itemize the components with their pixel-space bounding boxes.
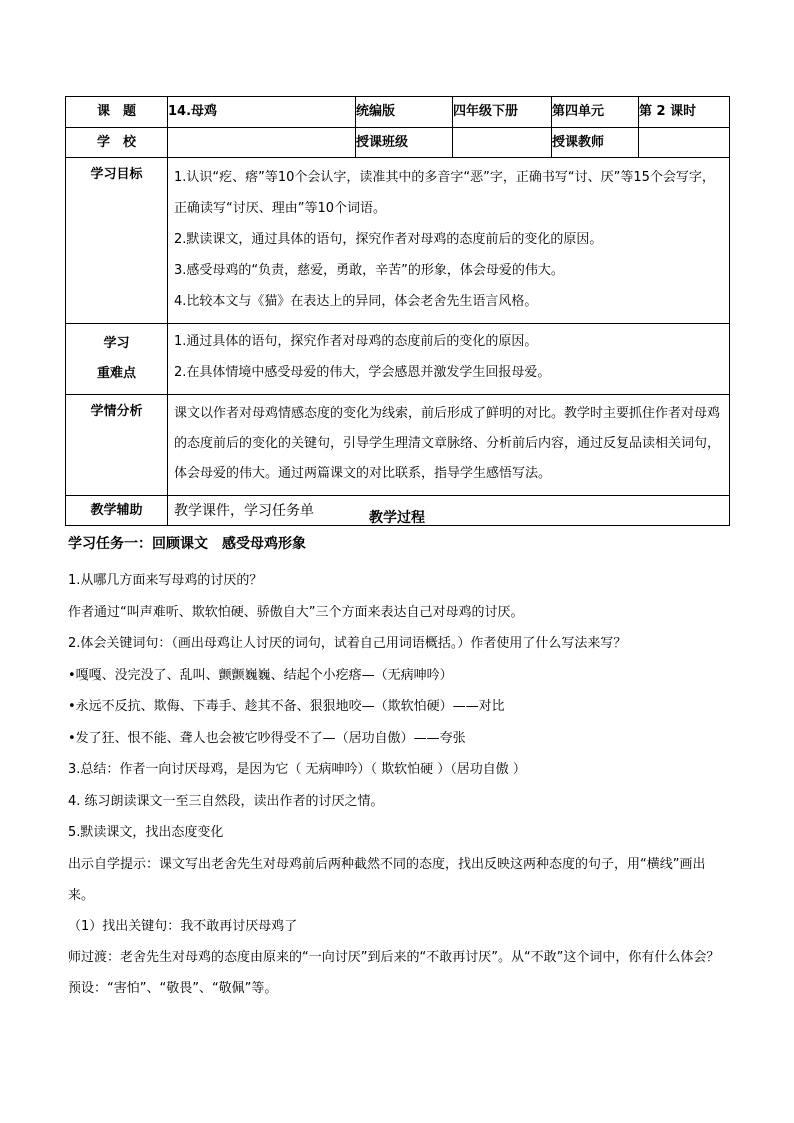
class-value (453, 128, 552, 158)
key-points-label-line2: 重难点 (96, 366, 136, 381)
key-points-label-line1: 学习 (103, 336, 130, 351)
school-value (168, 128, 356, 158)
teacher-label: 授课教师 (552, 128, 639, 158)
aids-text: 教学课件，学习任务单 (168, 496, 730, 526)
process-content (68, 533, 730, 1005)
edition: 统编版 (356, 97, 453, 128)
process-line: 出示自学提示：课文写出老舍先生对母鸡前后两种截然不同的态度，找出反映这两种态度的句子，用“横线”画出来。 (68, 856, 706, 903)
objectives-label: 学习目标 (66, 158, 168, 324)
process-line: 5.默读课文，找出态度变化 (68, 825, 224, 840)
aids-label: 教学辅助 (66, 496, 168, 526)
teacher-value (639, 128, 730, 158)
grade: 四年级下册 (453, 97, 552, 128)
course-label: 课 题 (66, 97, 168, 128)
objective-item: 3.感受母鸡的“负责，慈爱，勇敢，辛苦”的形象，体会母爱的伟大。 (174, 263, 564, 278)
header-row-2 (66, 128, 730, 158)
analysis-label: 学情分析 (66, 395, 168, 496)
process-line: 3.总结：作者一向讨厌母鸡，是因为它（ 无病呻吟）（ 欺软怕硬 ）（居功自傲 ） (68, 762, 526, 777)
class-label: 授课班级 (356, 128, 453, 158)
process-line: 师过渡：老舍先生对母鸡的态度由原来的“一向讨厌”到后来的“不敢再讨厌”。从“不敢”这个词中，你有什么体会？ (68, 950, 720, 965)
lesson-info-table (65, 96, 730, 526)
analysis-row (66, 395, 730, 496)
task1-title: 学习任务一：回顾课文 感受母鸡形象 (68, 536, 306, 552)
process-line: （1）找出关键句：我不敢再讨厌母鸡了 (68, 918, 298, 934)
objectives-row (66, 158, 730, 324)
process-line: 2.体会关键词句：（画出母鸡让人讨厌的词句，试着自己用词语概括。）作者使用了什么写法来写？ (68, 636, 627, 651)
process-line: 预设：“害怕”、“敬畏”、“敬佩”等。 (68, 981, 278, 996)
key-points-content (168, 324, 730, 395)
school-label: 学 校 (66, 128, 168, 158)
key-points-label (66, 324, 168, 395)
key-point-item: 1.通过具体的语句，探究作者对母鸡的态度前后的变化的原因。 (174, 334, 538, 349)
key-points-row (66, 324, 730, 395)
process-line: •永远不反抗、欺侮、下毒手、趁其不备、狠狠地咬—（欺软怕硬）——对比 (68, 699, 505, 714)
objective-item: 1.认识“疙、瘩”等10个会认字，读准其中的多音字“恶”字，正确书写“讨、厌”等15个会写字，正确读写“讨厌、理由”等10个词语。 (174, 170, 715, 216)
course-title: 14.母鸡 (168, 97, 356, 128)
header-row-1 (66, 97, 730, 128)
process-line: •发了狂、恨不能、聋人也会被它吵得受不了—（居功自傲）——夸张 (68, 730, 466, 746)
key-point-item: 2.在具体情境中感受母爱的伟大，学会感恩并激发学生回报母爱。 (174, 365, 551, 380)
analysis-text: 课文以作者对母鸡情感态度的变化为线索，前后形成了鲜明的对比。教学时主要抓住作者对母鸡的态度前后的变化的关键句，引导学生理清文章脉络、分析前后内容，通过反复品读相关词句，体会母爱的伟大。通过两篇课文的对比联系，指导学生感悟写法。 (174, 406, 721, 481)
process-line: •嘎嘎、没完没了、乱叫、颤颤巍巍、结起个小疙瘩—（无病呻吟） (68, 667, 453, 683)
process-line: 1.从哪几方面来写母鸡的讨厌的？ (68, 573, 263, 588)
period: 第 2 课时 (639, 97, 730, 128)
analysis-content (168, 395, 730, 496)
process-line: 作者通过“叫声难听、欺软怕硬、骄傲自大”三个方面来表达自己对母鸡的讨厌。 (68, 604, 524, 620)
process-title: 教学过程 (369, 510, 425, 526)
objective-item: 4.比较本文与《猫》在表达上的异同，体会老舍先生语言风格。 (174, 294, 538, 309)
objectives-content (168, 158, 730, 324)
objective-item: 2.默读课文，通过具体的语句，探究作者对母鸡的态度前后的变化的原因。 (174, 232, 603, 247)
unit: 第四单元 (552, 97, 639, 128)
process-line: 4. 练习朗读课文一至三自然段，读出作者的讨厌之情。 (68, 793, 384, 809)
